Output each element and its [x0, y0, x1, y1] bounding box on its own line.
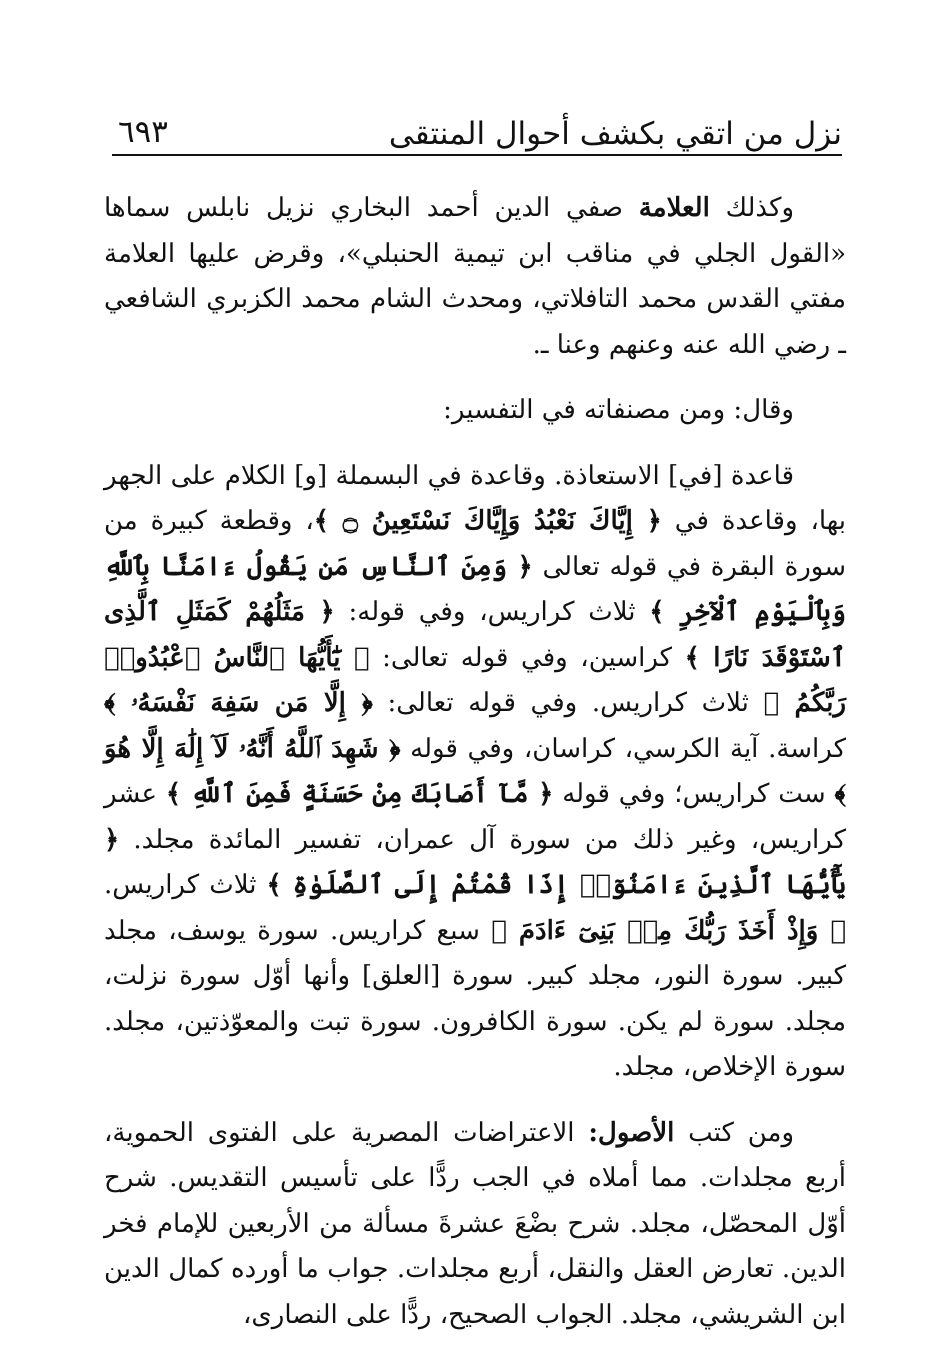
text-span: ، وقطعة كبيرة من سورة البقرة في قوله تعالى — [104, 506, 847, 582]
quran-quote: ﴿ مَّآ أَصَابَكَ مِنْ حَسَنَةٍ فَمِنَ ٱللَّهِ ﴾ — [165, 779, 554, 809]
paragraph-4 — [104, 1111, 846, 1339]
text-span: ومن كتب — [674, 1117, 794, 1148]
text-span: ثلاث كراريس. — [104, 870, 267, 900]
page-number: ٦٩٣ — [118, 114, 168, 150]
quran-quote: ﴿ إِيَّاكَ نَعْبُدُ وَإِيَّاكَ نَسْتَعِينُ ۝ ﴾ — [313, 506, 662, 536]
quran-quote: ﴿ شَهِدَ ٱللَّهُ أَنَّهُۥ لَآ إِلَٰهَ إِلَّا هُوَ ﴾ — [104, 733, 846, 809]
text-span: قاعدة [في] الاستعاذة. وقاعدة في البسملة [و] الكلام على الجهر بها، وقاعدة في — [104, 460, 846, 536]
quran-quote: ﴿ مَثَلُهُمْ كَمَثَلِ ٱلَّذِى ٱسْتَوْقَدَ نَارًا ﴾ — [104, 597, 846, 673]
text-span: سبع كراريس. سورة يوسف، مجلد كبير. سورة النور، مجلد كبير. سورة [العلق] وأنها أوّل سورة نزلت، مجلد. سورة لم يكن. سورة الكافرون. سورة تبت والمعوّذتين، مجلد. سورة الإخلاص، مجلد. — [104, 915, 846, 1082]
quran-quote: ﴿ وَإِذْ أَخَذَ رَبُّكَ مِنۢ بَنِىٓ ءَادَمَ ﴾ — [491, 915, 847, 946]
running-header — [112, 112, 842, 156]
text-span: كراسين، وفي قوله تعالى: — [369, 642, 685, 673]
header-title: نزل من اتقي بكشف أحوال المنتقى — [388, 116, 842, 152]
text-span: كراسة. آية الكرسي، كراسان، وفي قوله — [400, 733, 847, 764]
text-span: وقال: ومن مصنفاته في التفسير: — [443, 395, 794, 425]
text-span: عشر كراريس، وغير ذلك من سورة آل عمران، تفسير المائدة مجلد. — [104, 779, 846, 855]
text-span: وكذلك — [709, 193, 794, 223]
body-text — [104, 186, 846, 1338]
text-span: الاعتراضات المصرية على الفتوى الحموية، أربع مجلدات. مما أملاه في الجب ردًّا على تأسيس التقديس. شرح أوّل المحصّل، مجلد. شرح بضْعَ عشرةَ مسألة من الأربعين للإمام فخر الدين. تعارض العقل والنقل، أربع مجلدات. جواب ما أورده كمال الدين ابن الشريشي، مجلد. الجواب الصحيح، ردًّا على النصارى، — [104, 1117, 846, 1330]
text-span: ست كراريس؛ وفي قوله — [553, 779, 835, 809]
paragraph-2 — [104, 388, 846, 434]
paragraph-3 — [104, 454, 846, 1091]
text-span: ثلاث كراريس، وفي قوله: — [334, 597, 650, 627]
bold-term: الأصول: — [588, 1117, 675, 1148]
header-divider — [112, 154, 842, 156]
quran-quote: ﴿ وَمِنَ ٱلنَّاسِ مَن يَقُولُ ءَامَنَّا بِٱللَّهِ وَبِٱلْيَوْمِ ٱلْآخِرِ ﴾ — [104, 551, 846, 627]
quran-quote: ﴿ إِلَّا مَن سَفِهَ نَفْسَهُۥ ﴾ — [104, 688, 373, 718]
quran-quote: ﴿ يَٰٓأَيُّهَا ٱلنَّاسُ ٱعْبُدُوا۟ رَبَّكُمُ ﴾ — [104, 642, 847, 718]
text-span: ثلاث كراريس. وفي قوله تعالى: — [372, 688, 764, 718]
bold-term: العلامة — [638, 193, 710, 223]
text-span: صفي الدين أحمد البخاري نزيل نابلس سماها «القول الجلي في مناقب ابن تيمية الحنبلي»، وقرض عليها العلامة مفتي القدس محمد التافلاتي، ومحدث الشام محمد الكزبري الشافعي ـ رضي الله عنه وعنهم وعنا ـ. — [104, 193, 846, 360]
quran-quote: ﴿ يَٰٓأَيُّهَا ٱلَّذِينَ ءَامَنُوٓا۟ إِذَا قُمْتُمْ إِلَى ٱلصَّلَوٰةِ ﴾ — [104, 824, 846, 900]
paragraph-1 — [104, 186, 846, 368]
